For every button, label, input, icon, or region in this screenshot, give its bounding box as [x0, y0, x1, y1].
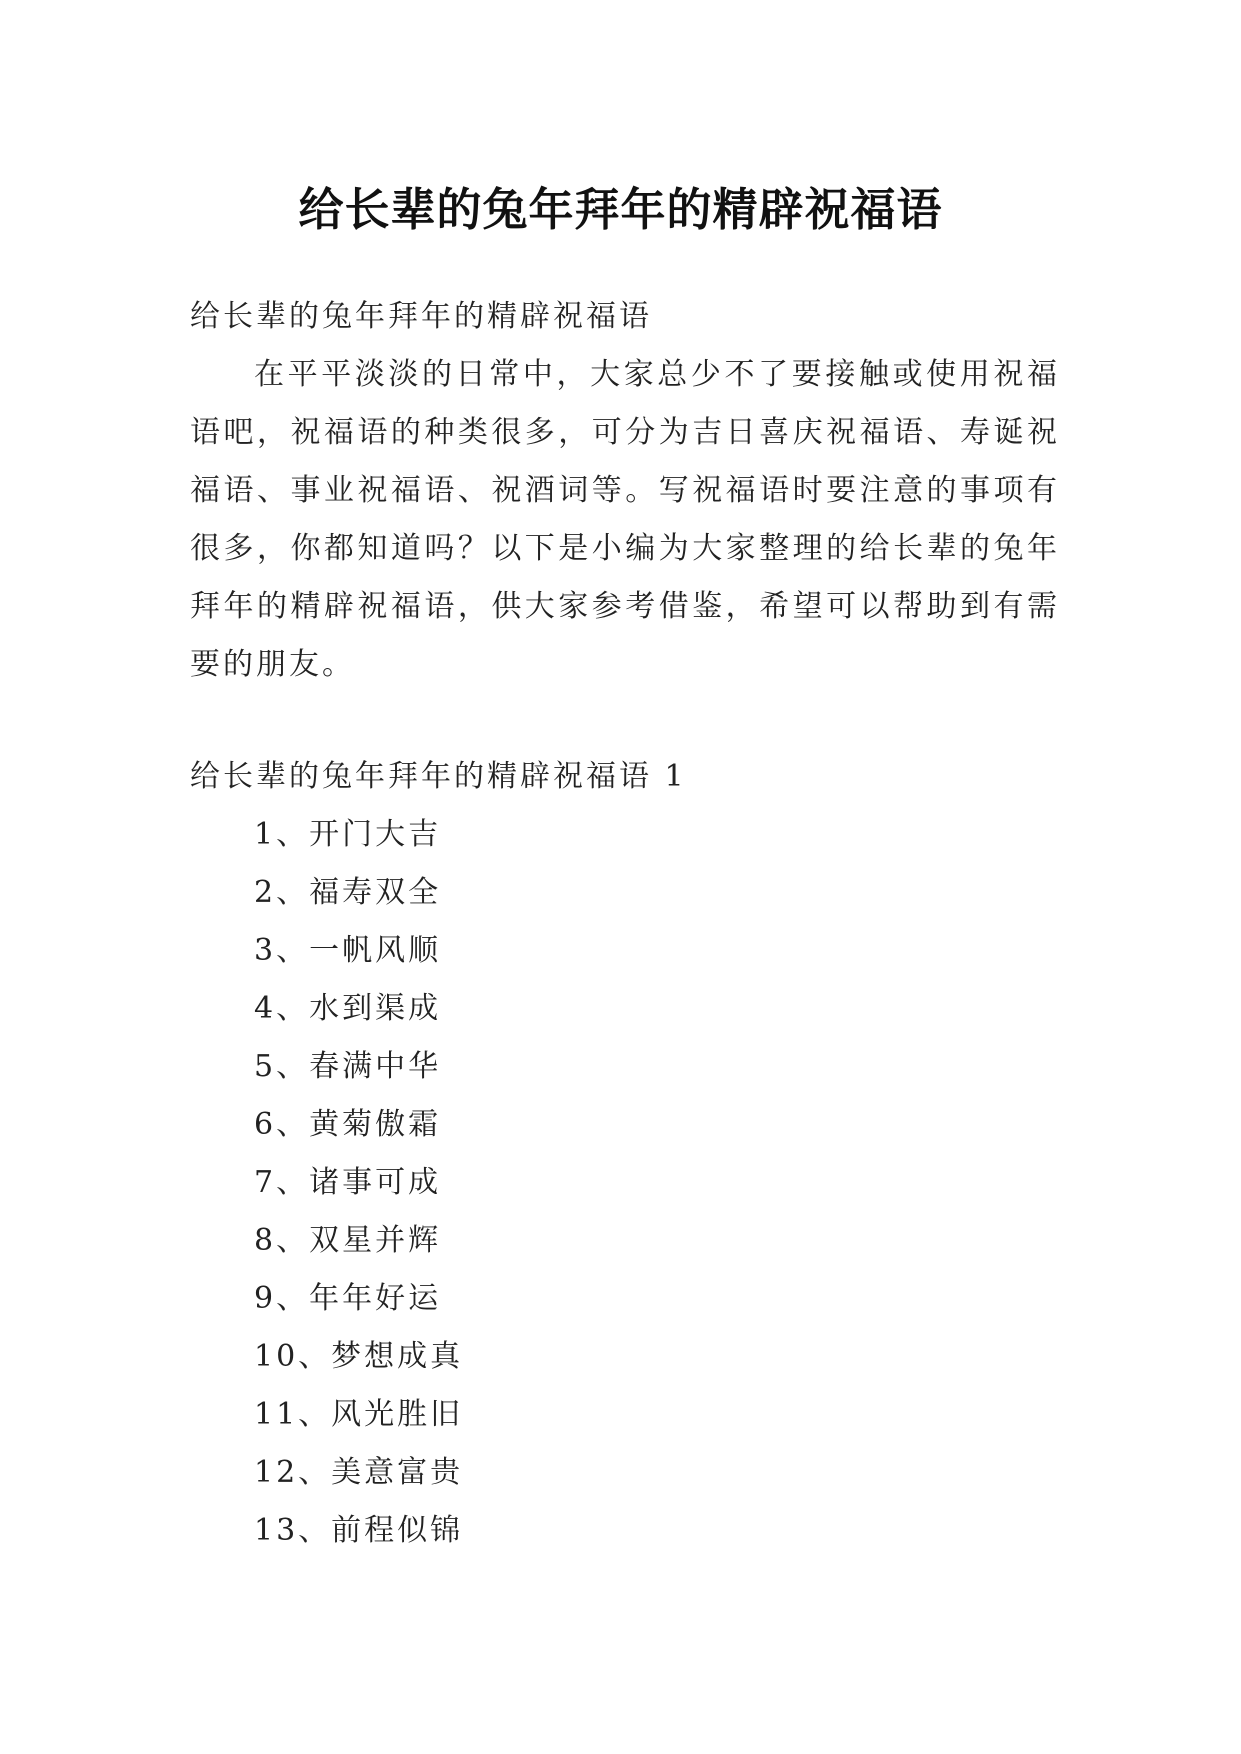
list-item: 4、水到渠成	[254, 991, 442, 1026]
paragraph-spacer	[190, 694, 1060, 748]
blessing-list	[190, 806, 1060, 1560]
list-item: 6、黄菊傲霜	[254, 1107, 442, 1142]
document-body	[190, 288, 1060, 1560]
document-title: 给长辈的兔年拜年的精辟祝福语	[298, 183, 943, 237]
subheading: 给长辈的兔年拜年的精辟祝福语	[190, 299, 652, 334]
list-item: 1、开门大吉	[254, 817, 442, 852]
list-item: 9、年年好运	[254, 1281, 442, 1316]
list-item: 2、福寿双全	[254, 875, 442, 910]
list-item: 3、一帆风顺	[254, 933, 442, 968]
list-item: 8、双星并辉	[254, 1223, 442, 1258]
list-item: 10、梦想成真	[254, 1339, 464, 1374]
intro-paragraph: 在平平淡淡的日常中，大家总少不了要接触或使用祝福语吧，祝福语的种类很多，可分为吉日喜庆祝福语、寿诞祝福语、事业祝福语、祝酒词等。写祝福语时要注意的事项有很多，你都知道吗？以下是小编为大家整理的给长辈的兔年拜年的精辟祝福语，供大家参考借鉴，希望可以帮助到有需要的朋友。	[190, 357, 1060, 682]
list-item: 12、美意富贵	[254, 1455, 464, 1490]
list-item: 13、前程似锦	[254, 1513, 464, 1548]
list-item: 11、风光胜旧	[254, 1397, 464, 1432]
section-heading: 给长辈的兔年拜年的精辟祝福语 1	[190, 759, 687, 794]
list-item: 7、诸事可成	[254, 1165, 442, 1200]
list-item: 5、春满中华	[254, 1049, 442, 1084]
